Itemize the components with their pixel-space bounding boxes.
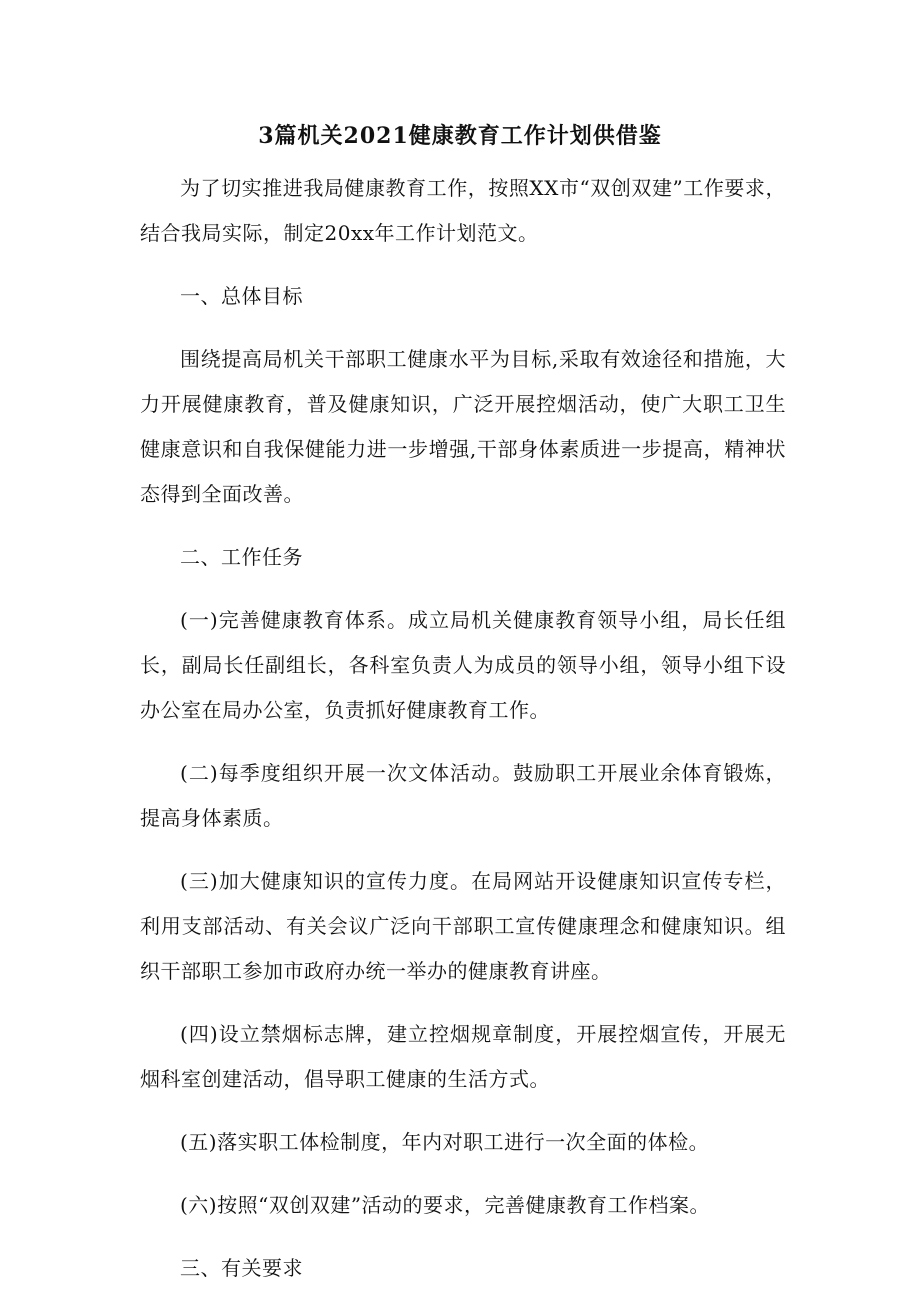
section-heading-overall-goal: 一、总体目标 <box>180 284 303 308</box>
section-heading-requirements: 三、有关要求 <box>180 1256 303 1280</box>
task-item-1: (一)完善健康教育体系。成立局机关健康教育领导小组，局长任组长，副局长任副组长，各科室负责人为成员的领导小组，领导小组下设办公室在局办公室，负责抓好健康教育工作。 <box>140 608 786 722</box>
document-title: 3篇机关2021健康教育工作计划供借鉴 <box>258 123 662 149</box>
overall-goal-paragraph: 围绕提高局机关干部职工健康水平为目标,采取有效途径和措施，大力开展健康教育，普及健康知识，广泛开展控烟活动，使广大职工卫生健康意识和自我保健能力进一步增强,干部身体素质进一步提高，精神状态得到全面改善。 <box>140 347 786 506</box>
task-item-3: (三)加大健康知识的宣传力度。在局网站开设健康知识宣传专栏，利用支部活动、有关会议广泛向干部职工宣传健康理念和健康知识。组织干部职工参加市政府办统一举办的健康教育讲座。 <box>140 869 786 983</box>
task-item-2: (二)每季度组织开展一次文体活动。鼓励职工开展业余体育锻炼，提高身体素质。 <box>140 761 786 830</box>
task-item-5: (五)落实职工体检制度，年内对职工进行一次全面的体检。 <box>180 1130 710 1154</box>
task-item-4: (四)设立禁烟标志牌，建立控烟规章制度，开展控烟宣传，开展无烟科室创建活动，倡导职工健康的生活方式。 <box>140 1022 786 1091</box>
document-body <box>140 166 786 1309</box>
task-item-6: (六)按照“双创双建”活动的要求，完善健康教育工作档案。 <box>180 1193 711 1217</box>
section-heading-work-tasks: 二、工作任务 <box>180 545 303 569</box>
intro-paragraph: 为了切实推进我局健康教育工作，按照XX市“双创双建”工作要求，结合我局实际，制定20xx年工作计划范文。 <box>140 176 786 245</box>
